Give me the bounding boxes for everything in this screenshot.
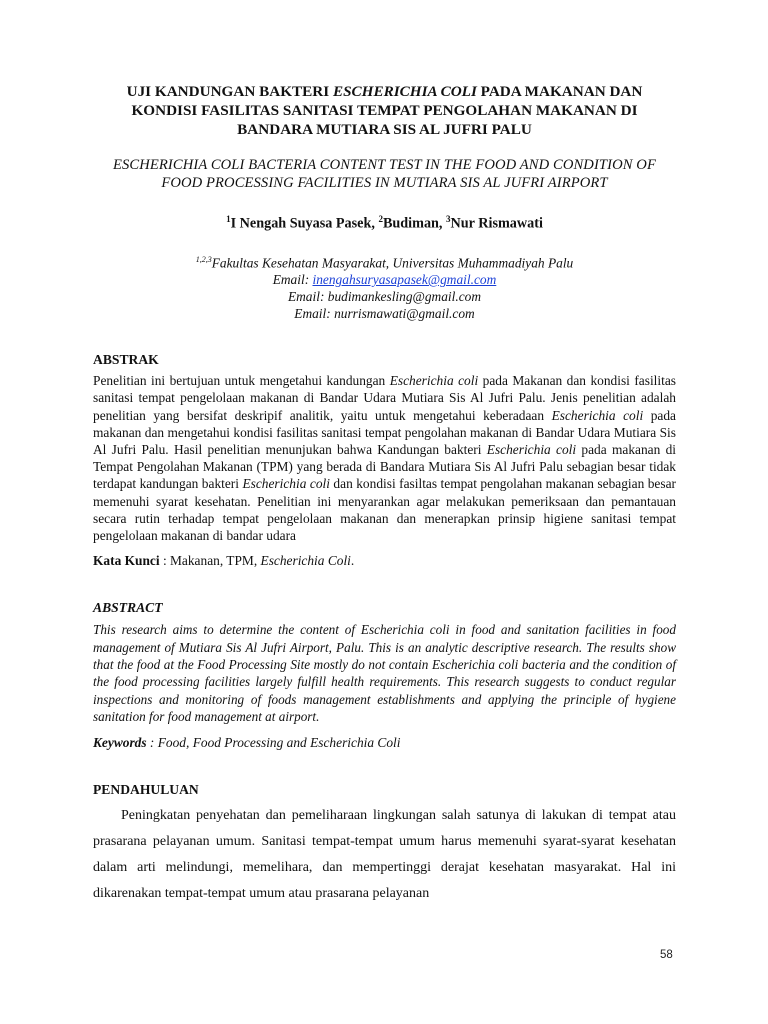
abstract-term: Escherichia coli [360, 622, 450, 638]
kata-kunci-end: . [350, 553, 355, 569]
abstrak-term: Escherichia coli [389, 373, 479, 389]
email-line-2 [93, 288, 676, 305]
author-2-sup: 2 [378, 214, 383, 224]
keywords-label: Keywords [93, 734, 147, 750]
paper-page [93, 82, 676, 907]
abstrak-term: Escherichia coli [242, 476, 330, 492]
abstrak-text: pada makanan di Tempat Pengolahan Makanan (TPM) yang berada di Bandara Mutiara Sis Al Jufri Palu sebagian besar tidak terdapat kandungan bakteri [93, 442, 676, 492]
keywords-values: : Food, Food Processing and Escherichia Coli [146, 734, 401, 750]
email-line-1 [93, 271, 676, 288]
title-part-1: UJI KANDUNGAN BAKTERI [126, 83, 333, 100]
abstrak-body [93, 372, 676, 544]
english-title: ESCHERICHIA COLI BACTERIA CONTENT TEST IN THE FOOD AND CONDITION OF FOOD PROCESSING FACILITIES IN MUTIARA SIS AL JUFRI AIRPORT [113, 157, 656, 191]
email-prefix: Email: [272, 272, 313, 288]
author-1-sup: 1 [226, 214, 231, 224]
pendahuluan-body: Peningkatan penyehatan dan pemeliharaan lingkungan salah satunya di lakukan di tempat atau prasarana pelayanan umum. Sanitasi tempat-tempat umum harus memenuhi syarat-syarat kesehatan dalam arti melindungi, memelihara, dan mempertinggi derajat kesehatan masyarakat. Hal ini dikarenakan tempat-tempat umum atau prasarana pelayanan [93, 807, 676, 902]
email-prefix: Email: [287, 289, 328, 305]
title-part-2: PADA MAKANAN DAN KONDISI FASILITAS SANITASI TEMPAT PENGOLAHAN MAKANAN DI BANDARA MUTIARA SIS AL JUFRI PALU [131, 83, 643, 138]
title-italic-term: ESCHERICHIA COLI [332, 83, 477, 100]
abstrak-text: dan kondisi fasiltas tempat pengolahan makanan sebagian besar memenuhi syarat kesehatan. Penelitian ini menyarankan agar melakukan pemeriksaan dan pemantauan secara rutin terhadap tempat pengelolaan makanan dan menerapkan prinsip higiene sanitasi tempat pengelolaan makanan di bandar udara [93, 476, 676, 544]
affiliation-sup: 1,2,3 [195, 254, 212, 264]
page-number: 58 [660, 949, 673, 961]
abstrak-heading: ABSTRAK [93, 352, 159, 368]
author-3-name: Nur Rismawati [450, 215, 543, 232]
abstrak-text: pada Makanan dan kondisi fasilitas sanitasi tempat pengelolaan makanan di Bandar Udara Mutiara Sis Al Jufri Palu. Jenis penelitian adalah penelitian yang bersifat deskripif analitik, yaitu untuk mengetahui keberadaan [93, 373, 676, 423]
affiliation-line [93, 251, 676, 271]
email-link-1[interactable]: inengahsuryasapasek@gmail.com [312, 272, 497, 288]
author-1-name: I Nengah Suyasa Pasek, [230, 215, 379, 232]
abstract-text: This research aims to determine the content of [93, 622, 361, 638]
kata-kunci [93, 552, 676, 569]
abstract-body [93, 621, 676, 725]
author-2-name: Budiman, [382, 215, 447, 232]
author-3-sup: 3 [446, 214, 451, 224]
abstrak-text: Penelitian ini bertujuan untuk mengetahui kandungan [93, 373, 390, 389]
kata-kunci-term: Escherichia Coli [260, 553, 351, 569]
paper-title [93, 82, 676, 139]
pendahuluan-heading: PENDAHULUAN [93, 781, 199, 797]
affiliation-block [93, 251, 676, 322]
abstrak-term: Escherichia coli [486, 442, 577, 458]
affiliation-text: Fakultas Kesehatan Masyarakat, Universitas Muhammadiyah Palu [211, 255, 574, 271]
abstrak-text: pada makanan dan mengetahui kondisi fasilitas sanitasi tempat pengolahan makanan di Bandar Udara Mutiara Sis Al Jufri Palu. Hasil penelitian menunjukan bahwa Kandungan bakteri [93, 407, 676, 458]
email-prefix: Email: [294, 306, 335, 322]
abstrak-term: Escherichia coli [551, 407, 644, 423]
email-address-3: nurrismawati@gmail.com [334, 306, 475, 322]
abstract-text: in food and sanitation facilities in food management of Mutiara Sis Al Jufri Airport, Palu. This is an analytic descriptive research. The results show that the food at the Food Processing Site mostly do not contain Escherichia coli bacteria and the condition of the food processing facilities largely fulfill health requirements. This research suggests to conduct regular inspections and monitoring of foods management establishments and applying the principle of hygiene sanitation for food management at airport. [93, 622, 676, 725]
kata-kunci-values: : Makanan, TPM, [159, 553, 261, 569]
abstract-heading: ABSTRACT [93, 600, 163, 616]
author-list [93, 210, 676, 233]
keywords [93, 734, 676, 751]
email-line-3 [93, 305, 676, 322]
kata-kunci-label: Kata Kunci [93, 553, 160, 569]
email-address-2: budimankesling@gmail.com [327, 289, 482, 305]
